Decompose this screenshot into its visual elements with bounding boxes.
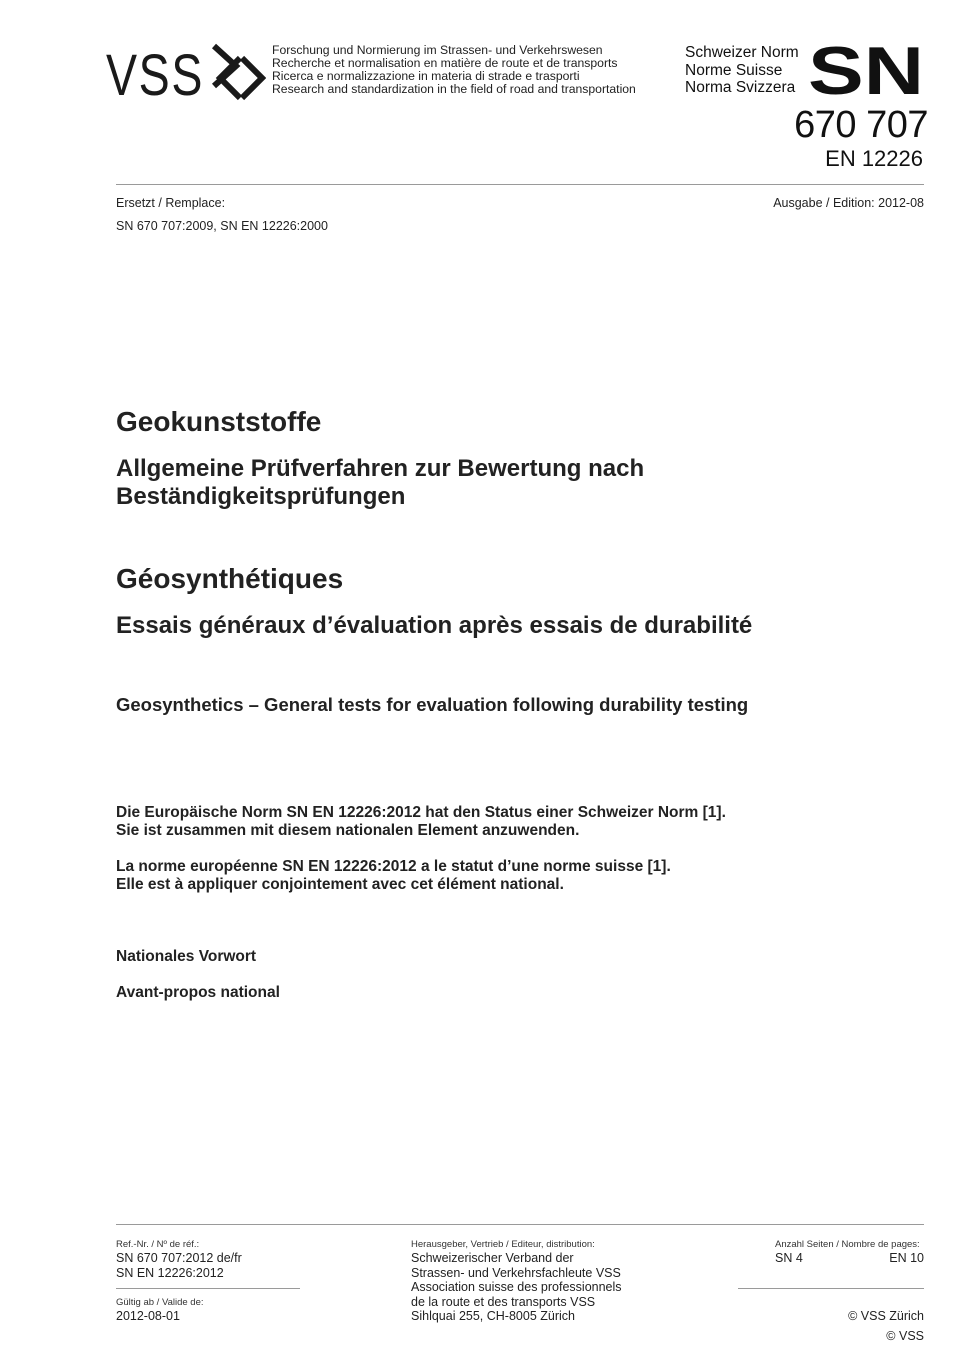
title-de-sub-line1: Allgemeine Prüfverfahren zur Bewertung nach: [116, 455, 645, 482]
footer-divider: [116, 1224, 924, 1225]
pages-divider: [738, 1288, 924, 1289]
sn-logo: [808, 44, 926, 96]
publisher-line-4: de la route et des transports VSS: [411, 1294, 596, 1309]
title-fr-main: Géosynthétiques: [116, 563, 344, 594]
publisher-address: [411, 1251, 622, 1324]
title-de-main: Geokunststoffe: [116, 406, 322, 437]
norm-label-fr: Norme Suisse: [685, 61, 783, 79]
valid-label: Gültig ab / Valide de:: [116, 1297, 204, 1308]
title-fr-sub: Essais généraux d’évaluation après essais de durabilité: [116, 612, 753, 639]
status-fr-line1: La norme européenne SN EN 12226:2012 a le statut d’une norme suisse [1].: [116, 858, 671, 875]
publisher-line-5: Sihlquai 255, CH-8005 Zürich: [411, 1309, 575, 1323]
title-en: Geosynthetics – General tests for evaluation following durability testing: [116, 694, 749, 715]
publisher-label: Herausgeber, Vertrieb / Editeur, distribution:: [411, 1239, 595, 1250]
standard-number: 670 707: [794, 104, 928, 146]
replaces-label: Ersetzt / Remplace:: [116, 196, 226, 210]
norm-type-labels: [685, 44, 799, 97]
norm-label-it: Norma Svizzera: [685, 79, 796, 96]
ref-divider: [116, 1288, 300, 1289]
org-line-fr: Recherche et normalisation en matière de route et de transports: [272, 56, 618, 70]
org-line-it: Ricerca e normalizzazione in materia di strade e trasporti: [272, 69, 580, 83]
valid-value: 2012-08-01: [116, 1309, 180, 1323]
status-de-line2: Sie ist zusammen mit diesem nationalen Element anzuwenden.: [116, 822, 580, 839]
pages-sn: SN 4: [775, 1251, 803, 1265]
org-line-de: Forschung und Normierung im Strassen- und Verkehrswesen: [272, 43, 603, 57]
copyright-vss: © VSS: [886, 1329, 924, 1343]
pages-label: Anzahl Seiten / Nombre de pages:: [775, 1239, 920, 1250]
title-de-sub: [116, 455, 644, 511]
vss-logo: [106, 42, 266, 102]
sn-logo-text: SN: [808, 44, 924, 96]
norm-label-de: Schweizer Norm: [685, 44, 799, 61]
ref-values: [116, 1251, 242, 1280]
status-de: [116, 804, 726, 840]
status-fr-line2: Elle est à appliquer conjointement avec cet élément national.: [116, 876, 564, 893]
title-de-sub-line2: Beständigkeitsprüfungen: [116, 483, 406, 510]
header-divider: [116, 184, 924, 185]
foreword-fr: Avant-propos national: [116, 984, 280, 1001]
pages-en: EN 10: [889, 1251, 924, 1265]
copyright-zurich: © VSS Zürich: [848, 1309, 924, 1323]
vss-chevron-right-2-icon: [242, 58, 262, 98]
publisher-line-3: Association suisse des professionnels: [411, 1280, 622, 1294]
en-number: EN 12226: [825, 146, 923, 171]
foreword-de: Nationales Vorwort: [116, 948, 257, 965]
publisher-line-1: Schweizerischer Verband der: [411, 1251, 574, 1265]
vss-logo-text: VSS: [106, 43, 204, 102]
status-fr: [116, 858, 671, 894]
ref-label: Ref.-Nr. / Nº de réf.:: [116, 1239, 200, 1250]
status-de-line1: Die Europäische Norm SN EN 12226:2012 hat den Status einer Schweizer Norm [1].: [116, 804, 726, 821]
vss-chevron-left-icon: [220, 58, 240, 98]
ref-value-sn: SN 670 707:2012 de/fr: [116, 1251, 242, 1265]
org-line-en: Research and standardization in the field of road and transportation: [272, 82, 636, 96]
replaces-value: SN 670 707:2009, SN EN 12226:2000: [116, 219, 328, 233]
ref-value-en: SN EN 12226:2012: [116, 1265, 224, 1280]
edition-date: Ausgabe / Edition: 2012-08: [773, 196, 924, 210]
organization-description: [272, 44, 636, 96]
publisher-line-2: Strassen- und Verkehrsfachleute VSS: [411, 1265, 621, 1280]
